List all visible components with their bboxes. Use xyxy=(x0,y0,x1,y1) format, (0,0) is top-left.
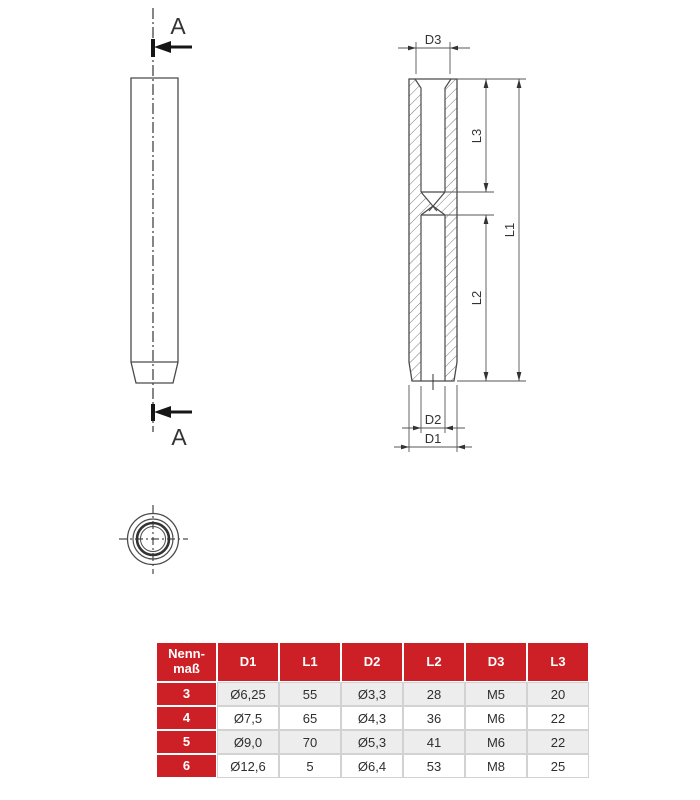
dim-l1 xyxy=(502,79,521,381)
dim-label-l2: L2 xyxy=(469,290,484,306)
table-value-cell: 36 xyxy=(404,707,464,729)
table-value-cell: 70 xyxy=(280,731,340,753)
table-value-cell: 65 xyxy=(280,707,340,729)
extension-lines xyxy=(409,42,526,452)
table-header-d2: D2 xyxy=(342,643,402,681)
table-header-l1: L1 xyxy=(280,643,340,681)
section-arrow-top xyxy=(154,41,192,53)
table-header-nennmass-line2: maß xyxy=(173,661,200,676)
table-value-cell: M8 xyxy=(466,755,526,777)
table-value-cell: Ø7,5 xyxy=(218,707,278,729)
table-value-cell: 5 xyxy=(280,755,340,777)
dim-label-l1: L1 xyxy=(502,222,517,238)
bottom-bore-outline xyxy=(421,206,445,381)
section-label-top: A xyxy=(170,13,186,39)
section-aa-view xyxy=(119,505,188,574)
table-value-cell: Ø6,25 xyxy=(218,683,278,705)
table-header-d3: D3 xyxy=(466,643,526,681)
table-value-cell: M6 xyxy=(466,707,526,729)
table-value-cell: Ø5,3 xyxy=(342,731,402,753)
table-value-cell: M5 xyxy=(466,683,526,705)
section-label-bottom: A xyxy=(171,424,187,450)
section-view xyxy=(394,32,526,452)
dim-label-l3: L3 xyxy=(469,128,484,144)
dim-label-d2: D2 xyxy=(424,412,442,427)
dim-d2 xyxy=(402,412,465,430)
table-value-cell: Ø9,0 xyxy=(218,731,278,753)
table-size-cell: 4 xyxy=(157,707,216,729)
table-header-nennmass xyxy=(157,643,216,681)
dim-d1 xyxy=(394,431,472,449)
table-value-cell: 22 xyxy=(528,707,588,729)
table-value-cell: 41 xyxy=(404,731,464,753)
table-value-cell: Ø12,6 xyxy=(218,755,278,777)
table-value-cell: 53 xyxy=(404,755,464,777)
table-value-cell: 55 xyxy=(280,683,340,705)
hatched-material xyxy=(409,79,457,381)
dim-label-d1: D1 xyxy=(424,431,442,446)
spec-table xyxy=(157,643,588,777)
table-header-l3: L3 xyxy=(528,643,588,681)
table-size-cell: 6 xyxy=(157,755,216,777)
dim-l3 xyxy=(469,79,488,192)
top-bore-outline xyxy=(415,79,451,211)
section-arrow-bottom xyxy=(154,406,192,418)
table-value-cell: 20 xyxy=(528,683,588,705)
table-value-cell: 28 xyxy=(404,683,464,705)
dim-d3 xyxy=(398,32,470,50)
table-value-cell: Ø6,4 xyxy=(342,755,402,777)
table-value-cell: M6 xyxy=(466,731,526,753)
table-header-nennmass-line1: Nenn- xyxy=(168,646,205,662)
dim-label-d3: D3 xyxy=(424,32,442,47)
table-header-l2: L2 xyxy=(404,643,464,681)
table-value-cell: 25 xyxy=(528,755,588,777)
dim-l2 xyxy=(469,215,488,381)
side-view xyxy=(131,8,192,450)
table-size-cell: 3 xyxy=(157,683,216,705)
table-header-d1: D1 xyxy=(218,643,278,681)
side-view-body xyxy=(131,78,178,383)
table-value-cell: Ø3,3 xyxy=(342,683,402,705)
table-size-cell: 5 xyxy=(157,731,216,753)
table-value-cell: Ø4,3 xyxy=(342,707,402,729)
table-value-cell: 22 xyxy=(528,731,588,753)
